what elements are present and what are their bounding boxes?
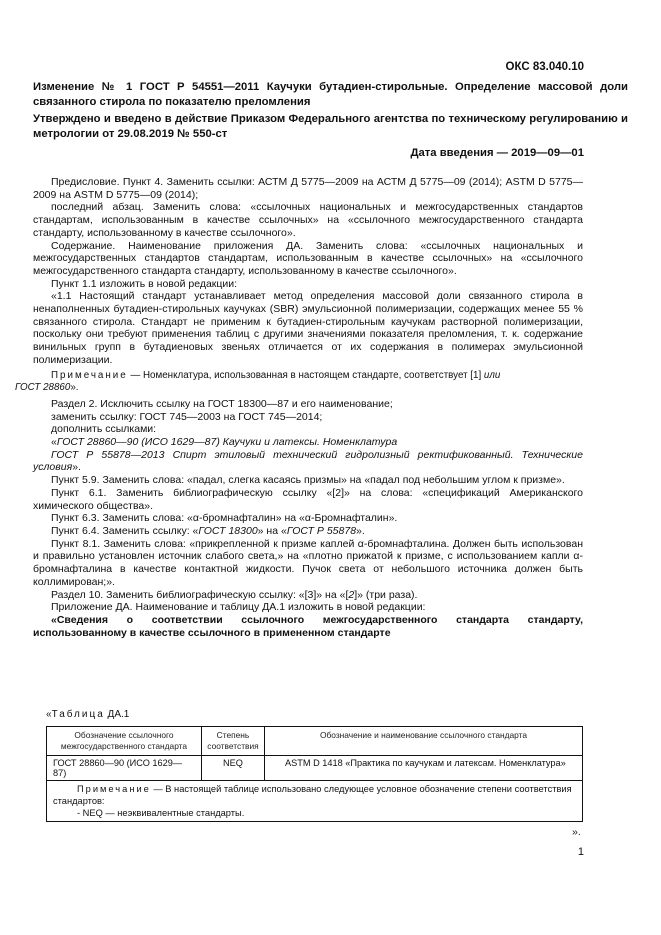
paragraph-annex-da: Приложение ДА. Наименование и таблицу ДА.1 изложить в новой редакции: [51,601,426,614]
amendment-body [15,176,583,639]
paragraph-foreword: Предисловие. Пункт 4. Заменить ссылки: АСТМ Д 5775—2009 на АСТМ Д 5775—09 (2014); ASTM D 5775—2009 на ASTM D 5775—09 (2014); [33,176,583,201]
table-cell: ASTM D 1418 «Практика по каучукам и латексам. Номенклатура» [265,756,583,781]
paragraph-clause-1-1: Пункт 1.1 изложить в новой редакции: [51,277,238,290]
paragraph-clause-6-4: Пункт 6.4. Заменить ссылку: «ГОСТ 18300» на «ГОСТ Р 55878». [51,524,365,537]
paragraph-section-10: Раздел 10. Заменить библиографическую ссылку: «[3]» на «[2]» (три раза). [51,588,418,601]
table-cell: ГОСТ 28860—90 (ИСО 1629—87) [47,756,202,781]
paragraph-clause-1-1-text: «1.1 Настоящий стандарт устанавливает метод определения массовой доли связанного стирола в ненаполненных бутадиен-стирольных каучуках (SBR) эмульсионной полимеризации, содержащих менее 55 % связанного стирола. Стандарт не применим к бутадиен-стирольным каучукам растворной полимеризации, поскольку они требуют применения таблиц с другими значениями показателя преломления, т. к. содержание винильных групп в бутадиеновых звеньях отличается от их содержания в полимерах эмульсионной полимеризации. [33,290,583,366]
table-da-1 [46,726,583,822]
table-header-cell: Степень соответствия [202,727,265,756]
table-header-cell: Обозначение ссылочного межгосударственного стандарта [47,727,202,756]
table-note-row [47,781,583,822]
table-cell: NEQ [202,756,265,781]
paragraph-last-para: последний абзац. Заменить слова: «ссылочных национальных и межгосударственных стандартов стандартам, использованным в качестве ссылочных» на «ссылочного межгосударственного стандарта стандарту, использованному в качестве ссылочного». [33,201,583,239]
approval-statement: Утверждено и введено в действие Приказом Федерального агентства по техническому регулированию и метрологии от 29.08.2019 № 550-ст [33,113,628,140]
table-header-row [47,727,583,756]
table-row [47,756,583,781]
closing-quote: ». [572,826,581,838]
paragraph-replace-ref: заменить ссылку: ГОСТ 745—2003 на ГОСТ 745—2014; [51,410,323,423]
page-number: 1 [577,846,584,858]
note-nomenclature: Примечание — Номенклатура, использованная в настоящем стандарте, соответствует [1] или ГОСТ 28860». [15,369,501,394]
paragraph-section-2: Раздел 2. Исключить ссылку на ГОСТ 18300—87 и его наименование; [51,397,393,410]
table-note: Примечание — В настоящей таблице использовано следующее условное обозначение степени соответствия стандартов: - NEQ — неэквивалентные стандарты. [47,781,583,822]
paragraph-ref-gost-55878: ГОСТ Р 55878—2013 Спирт этиловый технический гидролизный ректификованный. Технические условия». [33,448,583,474]
paragraph-clause-8-1: Пункт 8.1. Заменить слова: «прикрепленной к призме каплей α-бромнафталина. Должен быть использован и правильно установлен источник слабого света,» на «плотно прижатой к призме, с использованием капли α-бромнафталина в качестве контактной жидкости. Пучок света от небольшого источника должен быть коллимирован;». [33,537,583,588]
paragraph-clause-5-9: Пункт 5.9. Заменить слова: «падал, слегка касаясь призмы» на «падал под небольшим углом к призме». [51,474,565,487]
paragraph-ref-gost-28860: «ГОСТ 28860—90 (ИСО 1629—87) Каучуки и латексы. Номенклатура [51,436,398,449]
note-label: Примечание [51,369,128,381]
table-caption: «Таблица ДА.1 [46,709,130,720]
paragraph-add-refs: дополнить ссылками: [51,423,157,436]
effective-date: Дата введения — 2019—09—01 [410,147,584,159]
table-header-cell: Обозначение и наименование ссылочного стандарта [265,727,583,756]
annex-da-title: «Сведения о соответствии ссылочного межгосударственного стандарта стандарту, использованному в качестве ссылочного в примененном стандарте [33,613,583,639]
paragraph-clause-6-1: Пункт 6.1. Заменить библиографическую ссылку «[2]» на слова: «спецификаций Американского химического общества». [33,486,583,512]
amendment-title: Изменение № 1 ГОСТ Р 54551—2011 Каучуки бутадиен-стирольные. Определение массовой доли связанного стирола по показателю преломления [33,81,628,108]
paragraph-clause-6-3: Пункт 6.3. Заменить слова: «α-бромнафталин» на «α-Бромнафталин». [51,512,398,525]
paragraph-contents: Содержание. Наименование приложения ДА. Заменить слова: «ссылочных национальных и межгосударственных стандартов стандартам, использованным в качестве ссылочных» на «ссылочного межгосударственного стандарта стандарту, использованному в качестве ссылочного». [33,239,583,277]
okc-code: ОКС 83.040.10 [505,61,584,73]
